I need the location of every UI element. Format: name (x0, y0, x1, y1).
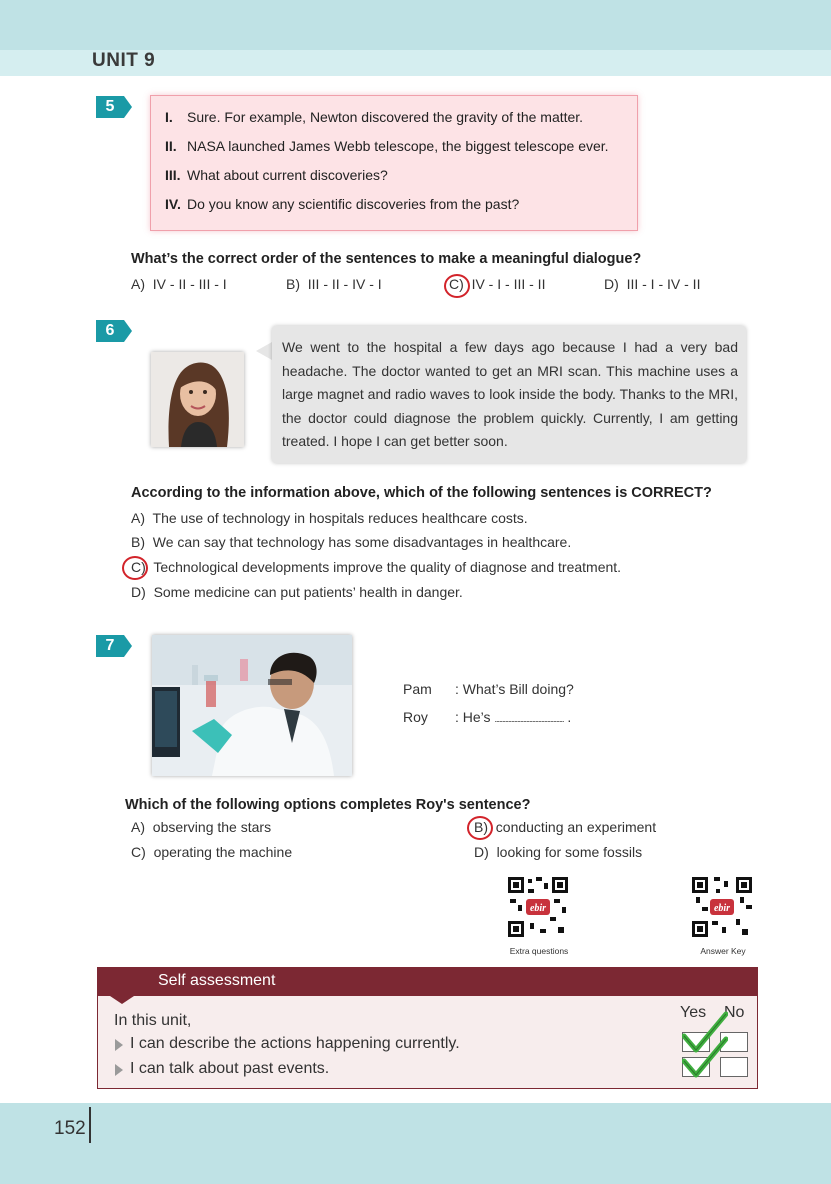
question-number: 6 (96, 320, 124, 342)
option-text: Technological developments improve the quality of diagnose and treatment. (153, 559, 622, 575)
option-text: We can say that technology has some disadvantages in healthcare. (152, 534, 572, 550)
option-letter: D) (474, 844, 489, 860)
qr-label-answer-key: Answer Key (700, 946, 746, 956)
q6-option-b[interactable] (131, 534, 571, 550)
header-band (0, 0, 831, 50)
sentence-text: Sure. For example, Newton discovered the gravity of the matter. (187, 109, 584, 125)
green-check-icon (682, 1035, 728, 1084)
option-text: III - II - IV - I (307, 276, 382, 292)
question-number: 7 (96, 635, 124, 657)
sentence-number: II. (165, 138, 177, 154)
girl-portrait-image (151, 352, 244, 447)
q5-sentence (165, 138, 609, 154)
sentence-text: NASA launched James Webb telescope, the biggest telescope ever. (187, 138, 609, 154)
sentence-text: What about current discoveries? (187, 167, 388, 183)
no-column-label: No (724, 1004, 745, 1021)
dialogue-speaker-pam: Pam (403, 681, 432, 697)
answer-circle-mark (467, 816, 493, 840)
option-text: operating the machine (153, 844, 293, 860)
option-letter: B) (474, 819, 488, 835)
speech-bubble (272, 326, 746, 463)
tag-arrow-icon (124, 635, 132, 657)
dialogue-line-pam: : What’s Bill doing? (455, 681, 574, 697)
option-letter: C) (131, 844, 146, 860)
sentence-number: III. (165, 167, 181, 183)
option-letter: A) (131, 819, 145, 835)
q5-option-b[interactable] (286, 276, 382, 292)
q6-option-c[interactable] (131, 559, 621, 575)
page-number: 152 (54, 1118, 86, 1139)
q7-option-b[interactable] (474, 819, 656, 835)
assessment-bullet-icon (114, 1063, 124, 1081)
dialogue-line-text: : He’s (455, 709, 491, 725)
qr-logo-text: ebir (713, 903, 731, 914)
answer-blank[interactable]: .............................................. (494, 714, 564, 724)
option-letter: A) (131, 276, 145, 292)
qr-label-extra-questions: Extra questions (509, 946, 569, 956)
qr-code-extra-questions[interactable] (506, 875, 570, 939)
option-text: IV - II - III - I (152, 276, 227, 292)
option-text: conducting an experiment (495, 819, 657, 835)
speech-bubble-text: We went to the hospital a few days ago because I had a very bad headache. The doctor wanted to get an MRI scan. This machine uses a large magnet and radio waves to look inside the body. Thanks to the MRI, the doctor could diagnose the problem quickly. Currently, I am getting treated. I hope I can get better soon. (282, 339, 738, 449)
footer-band (0, 1103, 831, 1184)
q5-question: What’s the correct order of the sentences to make a meaningful dialogue? (131, 251, 642, 267)
question-5-tag (96, 96, 134, 118)
sentence-number: IV. (165, 196, 181, 212)
option-letter: C) (131, 559, 146, 575)
option-text: The use of technology in hospitals reduces healthcare costs. (152, 510, 528, 526)
q6-question: According to the information above, which of the following sentences is CORRECT? (131, 485, 712, 501)
unit-title: UNIT 9 (92, 50, 156, 71)
q5-option-d[interactable] (604, 276, 700, 292)
q7-option-c[interactable] (131, 844, 292, 860)
answer-circle-mark (444, 274, 470, 298)
self-assessment-box (97, 967, 758, 1089)
self-assessment-header (98, 968, 757, 996)
self-assessment-title: Self assessment (158, 972, 276, 989)
option-letter: B) (131, 534, 145, 550)
speech-bubble-tail (256, 342, 272, 360)
q7-question: Which of the following options completes Roy's sentence? (125, 797, 531, 813)
dialogue-line-end: . (567, 709, 572, 725)
dialogue-speaker-roy: Roy (403, 709, 428, 725)
option-letter: D) (131, 584, 146, 600)
option-text: observing the stars (152, 819, 272, 835)
q7-option-a[interactable] (131, 819, 271, 835)
q6-option-d[interactable] (131, 584, 463, 600)
qr-code-answer-key[interactable] (690, 875, 754, 939)
header-notch-icon (110, 996, 134, 1004)
assessment-item: I can talk about past events. (130, 1060, 330, 1077)
q5-sentence (165, 167, 388, 183)
sentence-text: Do you know any scientific discoveries from the past? (187, 196, 520, 212)
dialogue-line-roy (455, 709, 571, 725)
assessment-item: I can describe the actions happening currently. (130, 1035, 460, 1052)
qr-logo-text: ebir (529, 903, 547, 914)
self-assessment-intro: In this unit, (114, 1012, 192, 1029)
option-letter: D) (604, 276, 619, 292)
question-6-tag (96, 320, 134, 342)
q5-sentence (165, 196, 519, 212)
q6-option-a[interactable] (131, 510, 528, 526)
answer-circle-mark (122, 556, 148, 580)
q5-option-a[interactable] (131, 276, 227, 292)
tag-arrow-icon (124, 96, 132, 118)
q5-sentence-box (150, 95, 638, 231)
q5-sentence (165, 109, 583, 125)
option-letter: B) (286, 276, 300, 292)
option-letter: A) (131, 510, 145, 526)
yes-column-label: Yes (680, 1004, 707, 1021)
option-text: III - I - IV - II (626, 276, 701, 292)
option-text: IV - I - III - II (471, 276, 546, 292)
page-number-divider (89, 1107, 91, 1143)
assessment-bullet-icon (114, 1038, 124, 1056)
scientist-lab-image (152, 635, 352, 776)
option-text: Some medicine can put patients’ health in danger. (153, 584, 463, 600)
question-number: 5 (96, 96, 124, 118)
sentence-number: I. (165, 109, 173, 125)
q7-option-d[interactable] (474, 844, 642, 860)
option-text: looking for some fossils (496, 844, 643, 860)
option-letter: C) (449, 276, 464, 292)
question-7-tag (96, 635, 134, 657)
tag-arrow-icon (124, 320, 132, 342)
